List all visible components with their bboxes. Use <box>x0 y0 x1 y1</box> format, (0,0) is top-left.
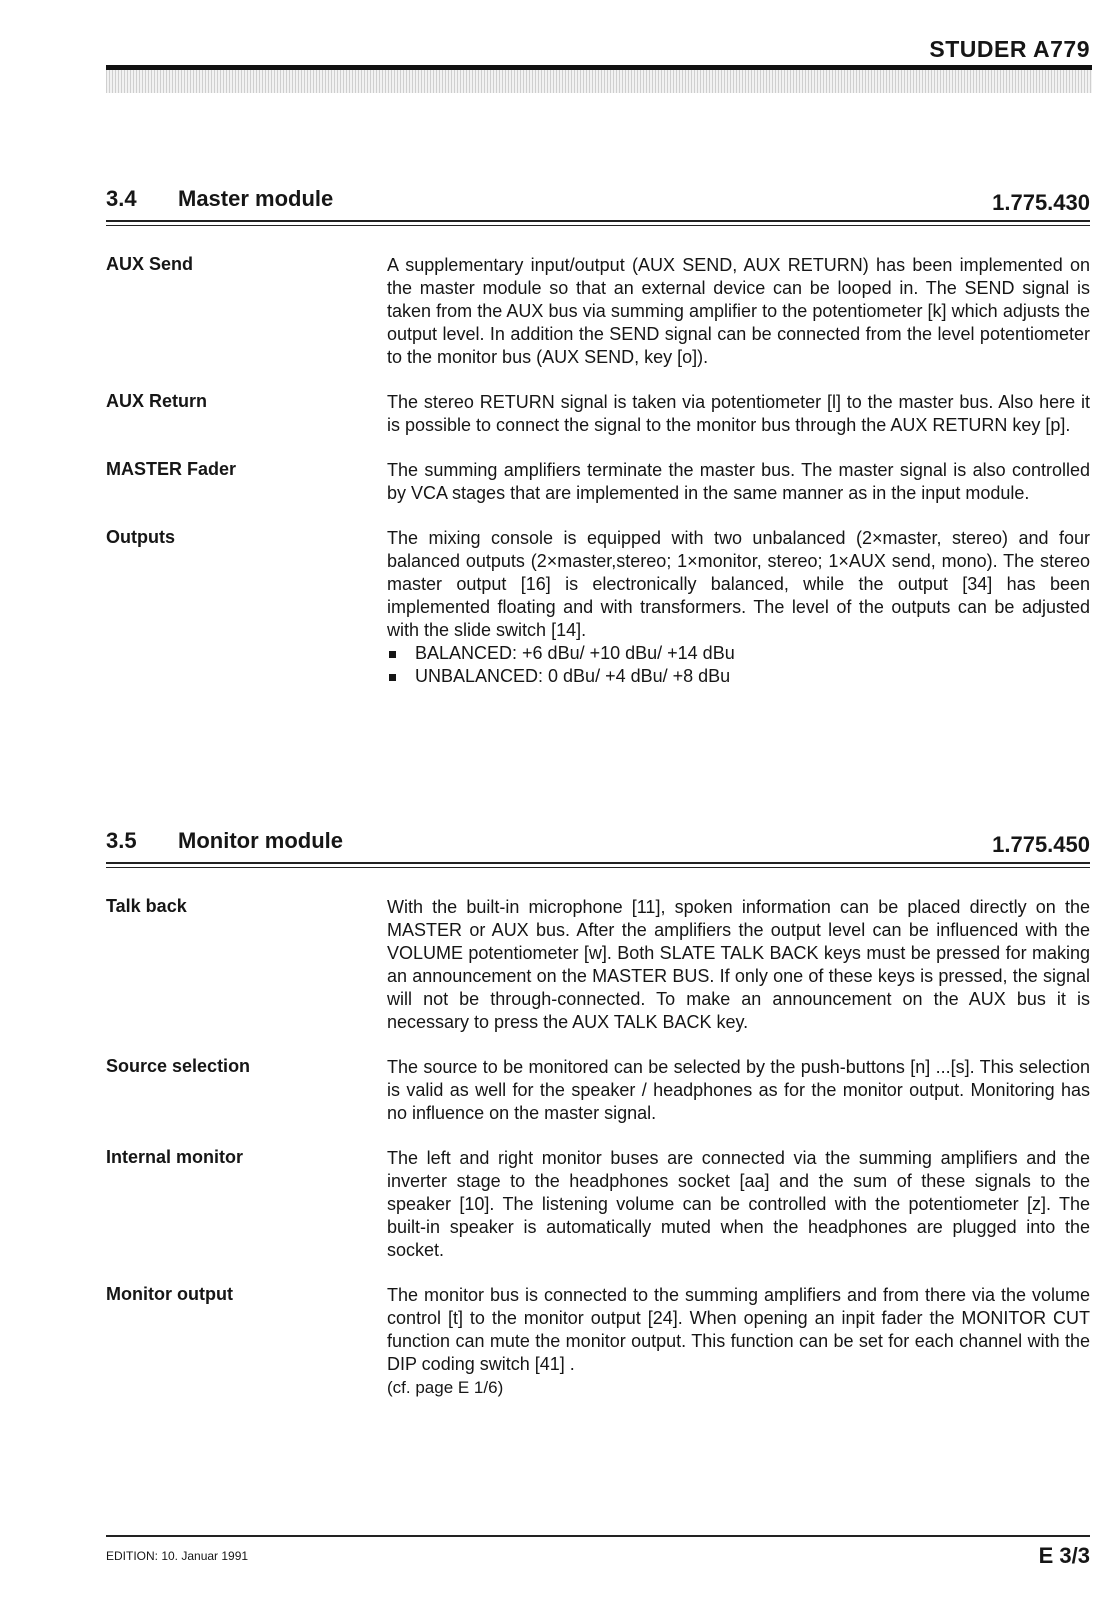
section-rule <box>106 220 1090 226</box>
entry-text: With the built-in microphone [11], spoken information can be placed directly on the MASTER or AUX bus. After the amplifiers the output level can be influenced with the VOLUME potentiometer [w]. Both SLATE TALK BACK keys must be pressed for making an announcement on the MASTER BUS. If only one of these keys is pressed, the signal will not be through-connected. To make an announcement on the AUX bus it is necessary to press the AUX TALK BACK key. <box>387 897 1090 1032</box>
edition-date: EDITION: 10. Januar 1991 <box>106 1549 249 1563</box>
entry-body <box>387 1284 1090 1399</box>
entry-label: Outputs <box>106 527 175 547</box>
entry-label: AUX Send <box>106 254 194 274</box>
entry-list <box>106 254 1090 688</box>
page-number: E 3/3 <box>1038 1543 1090 1568</box>
entry-list <box>106 896 1090 1399</box>
page-reference-note: (cf. page E 1/6) <box>387 1378 504 1397</box>
section-rule <box>106 862 1090 868</box>
entry-text: The left and right monitor buses are connected via the summing amplifiers and the inverter stage to the headphones socket [aa] and the sum of these signals to the speaker [10]. The listening volume can be controlled with the potentiometer [z]. The built-in speaker is automatically muted when the headphones are plugged into the socket. <box>387 1148 1090 1260</box>
entry-label: AUX Return <box>106 391 208 411</box>
entry-outputs <box>106 527 1090 688</box>
page-footer <box>106 1535 1090 1577</box>
section-title: Monitor module <box>178 828 343 853</box>
entry-text: The monitor bus is connected to the summing amplifiers and from there via the volume control [t] to the monitor output [24]. When opening an inpit fader the MONITOR CUT function can mute the monitor output. This function can be set for each channel with the DIP coding switch [41] . <box>387 1285 1090 1374</box>
section-master-module <box>106 180 1090 710</box>
entry-label: Source selection <box>106 1056 251 1076</box>
bullet-item: BALANCED: +6 dBu/ +10 dBu/ +14 dBu <box>387 642 1090 665</box>
section-number: 3.4 <box>106 186 137 211</box>
section-heading <box>106 822 1090 862</box>
section-code: 1.775.430 <box>992 190 1090 215</box>
section-title: Master module <box>178 186 334 211</box>
entry-source-selection <box>106 1056 1090 1125</box>
entry-label: MASTER Fader <box>106 459 237 479</box>
entry-text: The source to be monitored can be selected by the push-buttons [n] ...[s]. This selection is valid as well for the speaker / headphones as for the monitor output. Monitoring has no influence on the master signal. <box>387 1057 1090 1123</box>
bullet-item: UNBALANCED: 0 dBu/ +4 dBu/ +8 dBu <box>387 665 1090 688</box>
section-number: 3.5 <box>106 828 137 853</box>
entry-monitor-output <box>106 1284 1090 1399</box>
section-code: 1.775.450 <box>992 832 1090 857</box>
entry-body <box>387 527 1090 688</box>
entry-internal-monitor <box>106 1147 1090 1262</box>
entry-text: The mixing console is equipped with two unbalanced (2×master, stereo) and four balanced outputs (2×master,stereo; 1×monitor, stereo; 1×AUX send, mono). The stereo master output [16] is electronically balanced, while the output [34] has been implemented floating and with transformers. The level of the outputs can be adjusted with the slide switch [14]. <box>387 528 1090 640</box>
entry-talk-back <box>106 896 1090 1034</box>
section-heading <box>106 180 1090 220</box>
entry-text: The stereo RETURN signal is taken via potentiometer [l] to the master bus. Also here it is possible to connect the signal to the monitor bus through the AUX RETURN key [p]. <box>387 392 1090 435</box>
section-monitor-module <box>106 822 1090 1421</box>
header-bar <box>106 65 1092 93</box>
bullet-list <box>387 642 1090 688</box>
entry-label: Monitor output <box>106 1284 233 1304</box>
entry-aux-send <box>106 254 1090 369</box>
entry-text: The summing amplifiers terminate the master bus. The master signal is also controlled by VCA stages that are implemented in the same manner as in the input module. <box>387 460 1090 503</box>
entry-label: Internal monitor <box>106 1147 244 1167</box>
entry-master-fader <box>106 459 1090 505</box>
entry-label: Talk back <box>106 896 187 916</box>
entry-aux-return <box>106 391 1090 437</box>
brand-title: STUDER A779 <box>929 36 1090 62</box>
entry-text: A supplementary input/output (AUX SEND, AUX RETURN) has been implemented on the master module so that an external device can be looped in. The SEND signal is taken from the AUX bus via summing amplifier to the potentiometer [k] which adjusts the output level. In addition the SEND signal can be connected from the level potentiometer to the monitor bus (AUX SEND, key [o]). <box>387 255 1090 367</box>
